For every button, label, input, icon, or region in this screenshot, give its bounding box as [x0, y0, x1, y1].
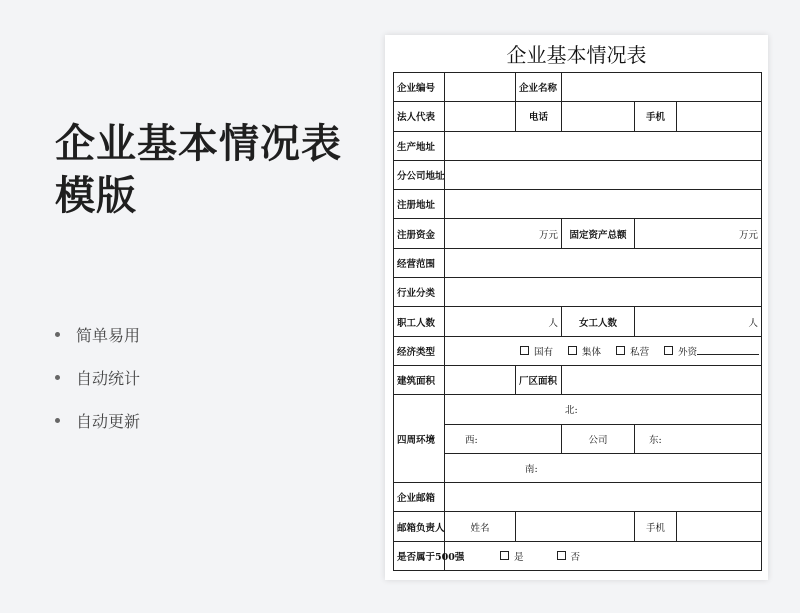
top500-label: 是否属于500强 [394, 541, 445, 570]
mobile-label: 手机 [635, 102, 677, 131]
form-title: 企业基本情况表 [506, 43, 647, 67]
table-row [394, 453, 762, 482]
company-cell: 公司 [562, 424, 635, 453]
bullet-icon [55, 332, 60, 337]
staff-label: 职工人数 [394, 307, 445, 336]
reg-address-value[interactable] [445, 190, 762, 219]
industry-value[interactable] [445, 278, 762, 307]
female-staff-label: 女工人数 [562, 307, 635, 336]
reg-capital-label: 注册资金 [394, 219, 445, 248]
scope-value[interactable] [445, 248, 762, 277]
mobile-value[interactable] [677, 102, 762, 131]
feature-item: 简单易用 [55, 313, 140, 356]
unit-text: 人 [748, 317, 759, 329]
legal-rep-value[interactable] [445, 102, 516, 131]
checkbox-icon [568, 346, 577, 355]
building-area-label: 建筑面积 [394, 365, 445, 394]
company-name-label: 企业名称 [516, 73, 562, 102]
owner-name-value[interactable] [516, 512, 635, 541]
company-no-value[interactable] [445, 73, 516, 102]
table-row [394, 512, 762, 541]
table-row [394, 131, 762, 160]
page-title [55, 118, 375, 222]
table-row [394, 365, 762, 394]
building-area-value[interactable] [445, 365, 516, 394]
reg-capital-value[interactable] [445, 219, 562, 248]
bullet-icon [55, 418, 60, 423]
plant-area-label: 厂区面积 [516, 365, 562, 394]
econ-type-options [445, 336, 762, 365]
east-cell[interactable]: 东: [635, 424, 762, 453]
table-row [394, 483, 762, 512]
econ-option-state[interactable]: 国有 [520, 344, 553, 358]
owner-mobile-label: 手机 [635, 512, 677, 541]
fixed-assets-value[interactable] [635, 219, 762, 248]
table-row [394, 278, 762, 307]
form-preview [385, 35, 768, 580]
phone-label: 电话 [516, 102, 562, 131]
page-title-line1: 企业基本情况表 [55, 121, 342, 167]
foreign-fill-line[interactable] [697, 346, 759, 355]
feature-list [55, 313, 140, 442]
industry-label: 行业分类 [394, 278, 445, 307]
table-row [394, 102, 762, 131]
unit-text: 人 [548, 317, 558, 329]
branch-address-value[interactable] [445, 160, 762, 189]
table-row [394, 190, 762, 219]
company-info-table [393, 72, 762, 571]
econ-option-collective[interactable]: 集体 [568, 344, 601, 358]
fixed-assets-label: 固定资产总额 [562, 219, 635, 248]
feature-item: 自动更新 [55, 399, 140, 442]
table-row [394, 336, 762, 365]
company-name-value[interactable] [562, 73, 762, 102]
econ-type-label: 经济类型 [394, 336, 445, 365]
checkbox-icon [616, 346, 625, 355]
checkbox-icon [557, 551, 566, 560]
scope-label: 经营范围 [394, 248, 445, 277]
checkbox-icon [500, 551, 509, 560]
top500-no[interactable]: 否 [557, 549, 581, 563]
top500-options [445, 541, 762, 570]
table-row [394, 424, 762, 453]
promo-panel [55, 118, 375, 222]
unit-text: 万元 [739, 229, 759, 241]
phone-value[interactable] [562, 102, 635, 131]
table-row [394, 248, 762, 277]
prod-address-label: 生产地址 [394, 131, 445, 160]
legal-rep-label: 法人代表 [394, 102, 445, 131]
table-row [394, 395, 762, 424]
south-cell[interactable]: 南: [445, 453, 762, 482]
top500-yes[interactable]: 是 [500, 549, 524, 563]
branch-address-label: 分公司地址 [394, 160, 445, 189]
table-row [394, 73, 762, 102]
owner-mobile-value[interactable] [677, 512, 762, 541]
north-cell[interactable]: 北: [445, 395, 762, 424]
staff-value[interactable] [445, 307, 562, 336]
prod-address-value[interactable] [445, 131, 762, 160]
table-row [394, 160, 762, 189]
econ-option-foreign[interactable]: 外资 [664, 344, 759, 358]
checkbox-icon [520, 346, 529, 355]
west-cell[interactable]: 西: [445, 424, 562, 453]
email-value[interactable] [445, 483, 762, 512]
owner-name-label: 姓名 [445, 512, 516, 541]
email-owner-label: 邮箱负责人 [394, 512, 445, 541]
reg-address-label: 注册地址 [394, 190, 445, 219]
table-row [394, 307, 762, 336]
email-label: 企业邮箱 [394, 483, 445, 512]
feature-item: 自动统计 [55, 356, 140, 399]
econ-option-private[interactable]: 私营 [616, 344, 649, 358]
table-row [394, 541, 762, 570]
page-title-line2: 模版 [55, 173, 137, 219]
female-staff-value[interactable] [635, 307, 762, 336]
plant-area-value[interactable] [562, 365, 762, 394]
unit-text: 万元 [538, 229, 558, 241]
bullet-icon [55, 375, 60, 380]
company-no-label: 企业编号 [394, 73, 445, 102]
surroundings-label: 四周环境 [394, 395, 445, 483]
table-row [394, 219, 762, 248]
checkbox-icon [664, 346, 673, 355]
